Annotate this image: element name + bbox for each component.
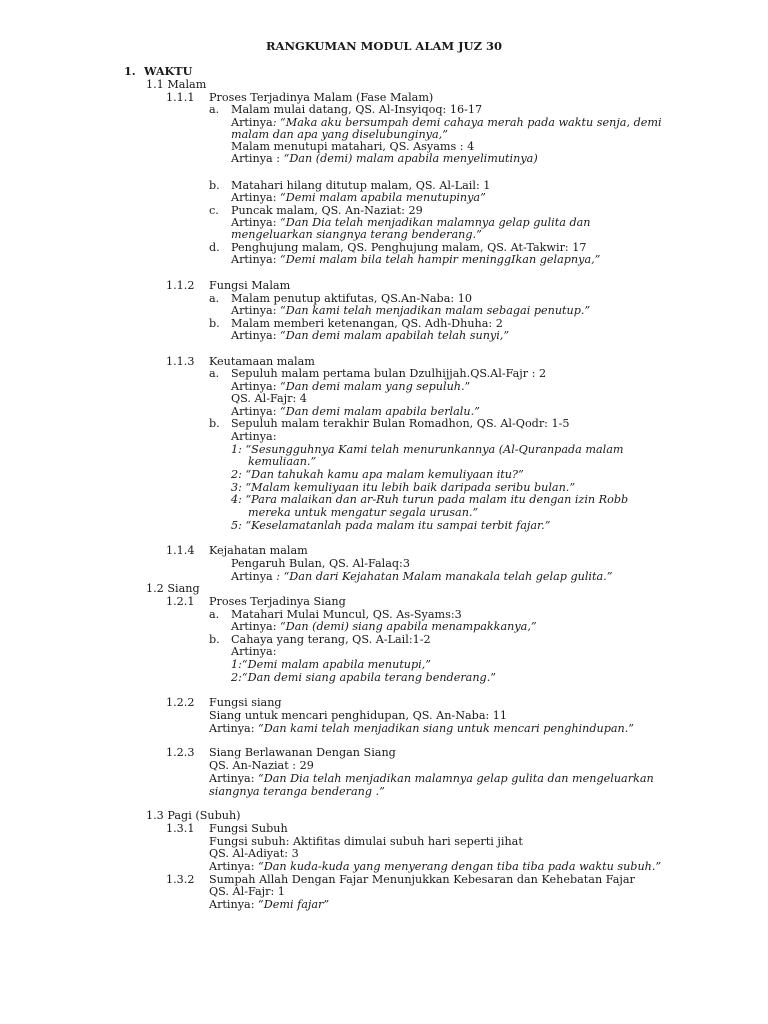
- item-number: 1.2.1: [166, 595, 195, 608]
- translation-line: [209, 860, 661, 873]
- translation-text: Dan kami telah menjadikan malam sebagai penutup.”: [285, 304, 591, 317]
- document-title: RANGKUMAN MODUL ALAM JUZ 30: [266, 39, 502, 53]
- verse-item: 1: “Sesungguhnya Kami telah menurunkannya (Al-Quranpada malam: [231, 443, 624, 456]
- verse-item-line: [231, 671, 496, 684]
- reference-line: Siang untuk mencari penghidupan, QS. An-Naba: 11: [209, 709, 508, 722]
- translation-text: “Demi fajar”: [258, 898, 330, 911]
- reference-line: QS. Al-Fajr: 1: [209, 885, 285, 898]
- item-title: Fungsi Malam: [209, 279, 291, 292]
- translation-label: Artinya: [231, 570, 273, 583]
- translation-label: Artinya:: [231, 645, 277, 658]
- translation-label: Artinya:: [209, 898, 255, 911]
- item-title: Siang Berlawanan Dengan Siang: [209, 746, 396, 759]
- list-marker: a.: [209, 103, 220, 116]
- translation-text: “Dan Dia telah menjadikan malamnya gelap gulita dan: [280, 216, 591, 229]
- verse-item: 4: “Para malaikan dan ar-Ruh turun pada malam itu dengan izin Robb: [231, 493, 629, 506]
- translation-text: “Dan demi malam yang sepuluh: [280, 380, 461, 393]
- list-marker: c.: [209, 204, 219, 217]
- list-item-title: Sepuluh malam terakhir Bulan Romadhon, QS. Al-Qodr: 1-5: [231, 417, 570, 430]
- item-title: Keutamaan malam: [209, 355, 315, 368]
- translation-text: “Dan (demi) siang apabila menampakkanya,”: [280, 620, 537, 633]
- translation-text: malam dan apa yang diselubunginya,”: [231, 128, 448, 141]
- list-marker: a.: [209, 608, 220, 621]
- reference-line: Fungsi subuh: Aktifitas dimulai subuh hari seperti jihat: [209, 835, 523, 848]
- translation-label: Artinya:: [231, 253, 277, 266]
- list-marker: b.: [209, 179, 220, 192]
- verse-item: kemuliaan.”: [248, 455, 317, 468]
- section-number: 1.: [124, 64, 136, 78]
- verse-item: 3: “Malam kemuliyaan itu lebih baik daripada seribu bulan.”: [231, 481, 576, 494]
- verse-item: mereka untuk mengatur segala urusan.”: [248, 506, 479, 519]
- item-number: 1.3.1: [166, 822, 195, 835]
- translation-line: [231, 329, 509, 342]
- subsection-siang-heading: 1.2 Siang: [146, 582, 200, 595]
- list-item-title: Sepuluh malam pertama bulan Dzulhijjah.QS.Al-Fajr : 2: [231, 367, 547, 380]
- verse-item: 5: “Keselamatanlah pada malam itu sampai terbit fajar.”: [231, 519, 551, 532]
- translation-label: Artinya :: [231, 152, 281, 165]
- item-title: Kejahatan malam: [209, 544, 308, 557]
- translation-text: “Demi malam bila telah hampir meninggIkan gelapnya,”: [280, 253, 601, 266]
- list-item-title: Penghujung malam, QS. Penghujung malam, QS. At-Takwir: 17: [231, 241, 587, 254]
- translation-text: “Dan (demi) malam apabila menyelimutinya): [283, 152, 538, 165]
- translation-line: [209, 722, 634, 735]
- verse-item-end: .”: [486, 671, 496, 684]
- section-title: WAKTU: [144, 64, 193, 78]
- reference-line: QS. Al-Fajr: 4: [231, 392, 307, 405]
- translation-label: Artinya:: [209, 722, 255, 735]
- translation-text: siangnya teranga benderang .”: [209, 785, 385, 798]
- translation-text: “Dan demi malam apabila berlalu.”: [280, 405, 480, 418]
- translation-text: : “Dan dari Kejahatan Malam manakala telah gelap gulita.”: [276, 570, 613, 583]
- translation-label: Artinya:: [231, 430, 277, 443]
- item-title: Fungsi siang: [209, 696, 282, 709]
- translation-label: Artinya:: [231, 405, 277, 418]
- translation-line: [209, 898, 329, 911]
- translation-label: Artinya: [231, 116, 273, 129]
- translation-text: “Demi malam apabila menutupinya”: [280, 191, 486, 204]
- translation-end: .”: [461, 380, 471, 393]
- translation-label: Artinya:: [231, 329, 277, 342]
- translation-text: “Dan kami telah menjadikan siang untuk mencari penghindupan.”: [258, 722, 635, 735]
- translation-label: Artinya:: [209, 860, 255, 873]
- list-item-title: Malam mulai datang, QS. Al-Insyiqoq: 16-17: [231, 103, 483, 116]
- list-item-title: Matahari Mulai Muncul, QS. As-Syams:3: [231, 608, 462, 621]
- list-item-title: Malam memberi ketenangan, QS. Adh-Dhuha: 2: [231, 317, 503, 330]
- list-marker: a.: [209, 292, 220, 305]
- item-title: Fungsi Subuh: [209, 822, 288, 835]
- translation-line: [231, 620, 537, 633]
- translation-line: [231, 304, 590, 317]
- translation-text: mengeluarkan siangnya terang benderang.”: [231, 228, 482, 241]
- verse-item: 1:“Demi malam apabila menutupi,”: [231, 658, 432, 671]
- list-item-title: Matahari hilang ditutup malam, QS. Al-Lail: 1: [231, 179, 491, 192]
- list-marker: b.: [209, 633, 220, 646]
- translation-label: Artinya:: [231, 191, 277, 204]
- translation-label: Artinya:: [231, 380, 277, 393]
- item-number: 1.3.2: [166, 873, 195, 886]
- list-marker: a.: [209, 367, 220, 380]
- subsection-pagi-heading: 1.3 Pagi (Subuh): [146, 809, 241, 822]
- item-number: 1.2.2: [166, 696, 195, 709]
- item-title: Sumpah Allah Dengan Fajar Menunjukkan Kebesaran dan Kehebatan Fajar: [209, 873, 635, 886]
- translation-line: [231, 253, 600, 266]
- translation-line: [231, 152, 538, 165]
- list-item-title: Puncak malam, QS. An-Naziat: 29: [231, 204, 423, 217]
- list-marker: d.: [209, 241, 220, 254]
- reference-line: Pengaruh Bulan, QS. Al-Falaq:3: [231, 557, 410, 570]
- item-number: 1.2.3: [166, 746, 195, 759]
- translation-line: [231, 191, 486, 204]
- translation-text: “Dan kuda-kuda yang menyerang dengan tiba tiba pada waktu subuh.”: [258, 860, 662, 873]
- list-item-title: Malam penutup aktifutas, QS.An-Naba: 10: [231, 292, 472, 305]
- list-marker: b.: [209, 317, 220, 330]
- translation-text: “Dan demi malam apabilah telah sunyi,”: [280, 329, 510, 342]
- translation-text: : “Maka aku bersumpah demi cahaya merah pada waktu senja, demi: [272, 116, 662, 129]
- subsection-malam-heading: 1.1 Malam: [146, 78, 207, 91]
- list-item-title: Cahaya yang terang, QS. A-Lail:1-2: [231, 633, 431, 646]
- verse-item: 2:“Dan demi siang apabila terang benderang: [231, 671, 487, 684]
- list-marker: b.: [209, 417, 220, 430]
- item-title: Proses Terjadinya Siang: [209, 595, 346, 608]
- translation-label: Artinya:: [209, 772, 255, 785]
- item-number: 1.1.3: [166, 355, 195, 368]
- translation-label: Artinya:: [231, 620, 277, 633]
- item-number: 1.1.4: [166, 544, 195, 557]
- item-number: 1.1.1: [166, 91, 195, 104]
- verse-item: 2: “Dan tahukah kamu apa malam kemuliyaan itu?”: [231, 468, 524, 481]
- translation-line: [209, 772, 654, 785]
- reference-line: QS. An-Naziat : 29: [209, 759, 314, 772]
- translation-text: “Dan Dia telah menjadikan malamnya gelap gulita dan mengeluarkan: [258, 772, 654, 785]
- item-title: Proses Terjadinya Malam (Fase Malam): [209, 91, 434, 104]
- translation-line: [231, 570, 612, 583]
- reference-line: Malam menutupi matahari, QS. Asyams : 4: [231, 140, 475, 153]
- item-number: 1.1.2: [166, 279, 195, 292]
- reference-line: QS. Al-Adiyat: 3: [209, 847, 299, 860]
- translation-label: Artinya: “: [231, 304, 286, 317]
- translation-label: Artinya:: [231, 216, 277, 229]
